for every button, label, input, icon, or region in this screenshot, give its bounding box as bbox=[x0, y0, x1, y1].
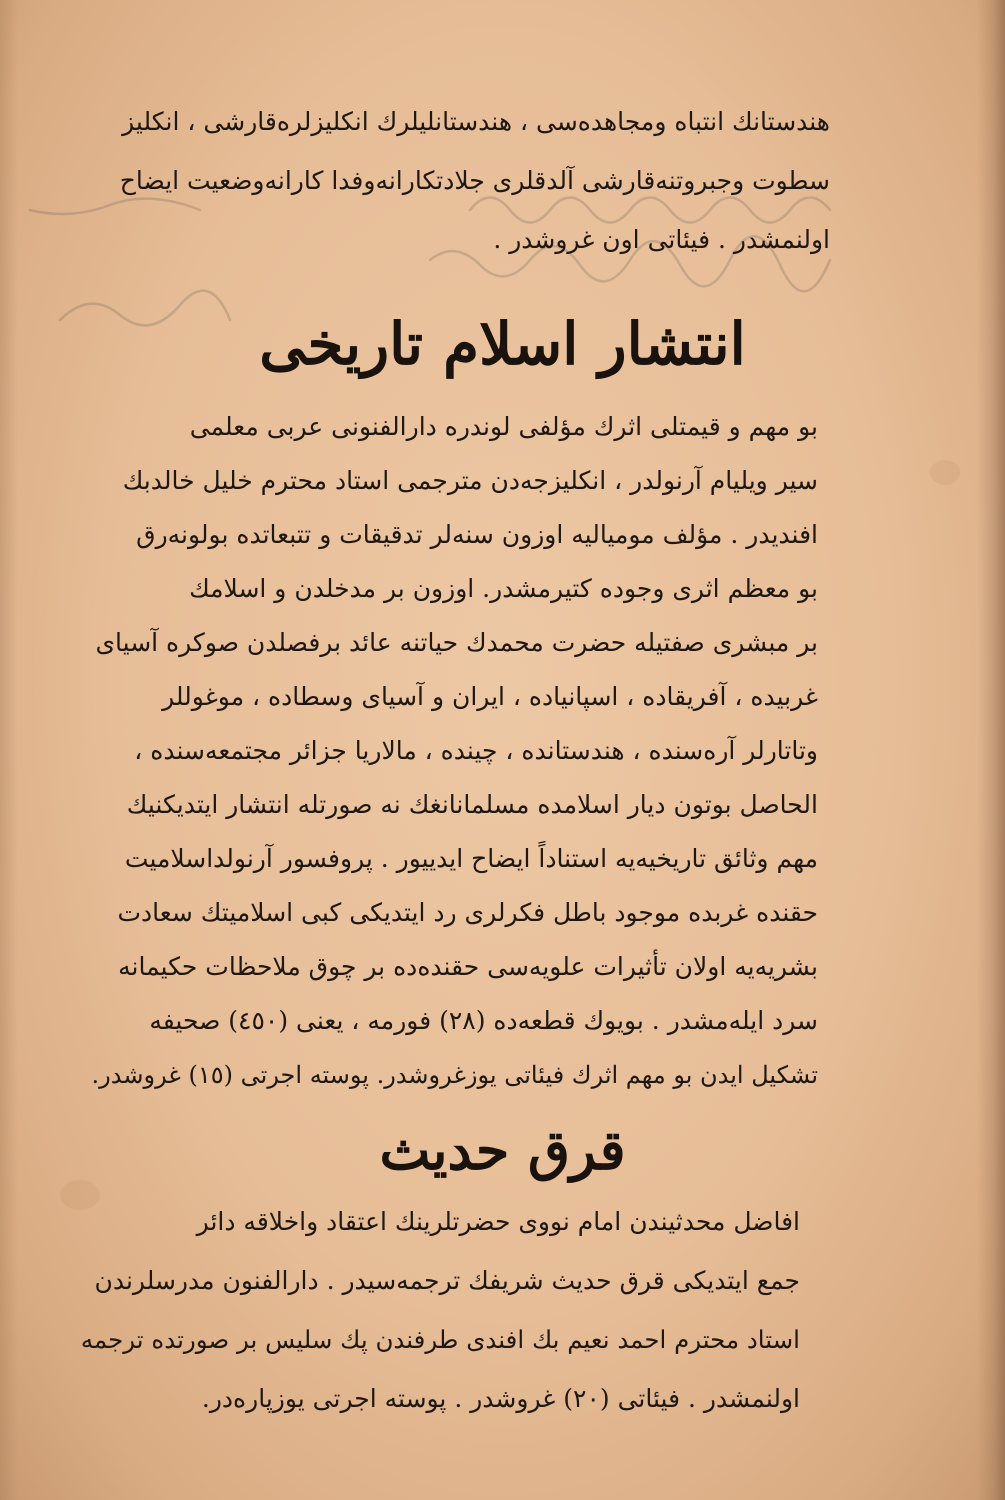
section-title-history-of-islam: انتشار اسلام تاریخی bbox=[259, 310, 746, 378]
body-line: تشكیل ایدن بو مهم اثرك فیئاتی یوزغروشدر. پوستە اجرتی (١٥) غروشدر. bbox=[91, 1061, 818, 1089]
section-body-forty-hadith bbox=[70, 1192, 800, 1428]
intro-line: سطوت وجبروتنەقارشی آلدقلری جلادتكارانەوفدا كارانەوضعیت ایضاح bbox=[119, 166, 830, 195]
intro-line: اولنمشدر . فیئاتی اون غروشدر . bbox=[493, 225, 830, 254]
body-line: بو معظم اثری وجودە كتیرمشدر. اوزون بر مدخلدن و اسلامك bbox=[189, 574, 818, 603]
body-line: افاضل محدثیندن امام نووی حضرتلرینك اعتقاد واخلاقە دائر bbox=[196, 1207, 800, 1236]
body-line: بشریەیە اولان تأثیرات علویەسی حقندەدە بر چوق ملاحظات حكیمانە bbox=[118, 952, 818, 981]
intro-paragraph bbox=[90, 92, 830, 269]
body-line: حقندە غربدە موجود باطل فكرلری رد ایتدیكی كبی اسلامیتك سعادت bbox=[117, 898, 818, 927]
section-title-forty-hadith: قرق حدیث bbox=[379, 1118, 626, 1182]
body-line: استاد محترم احمد نعیم بك افندی طرفندن پك سلیس بر صورتدە ترجمە bbox=[80, 1325, 800, 1354]
paper-stain bbox=[930, 460, 960, 485]
body-line: جمع ایتدیكی قرق حدیث شریفك ترجمەسیدر . دارالفنون مدرسلرندن bbox=[94, 1266, 800, 1295]
body-line: افندیدر . مؤلف مومیالیه اوزون سنەلر تدقیقات و تتبعاتدە بولونەرق bbox=[136, 520, 818, 549]
body-line: مهم وثائق تاریخیەیە استناداً ایضاح ایدییور . پروفسور آرنولداسلامیت bbox=[124, 844, 818, 873]
body-line: بر مبشری صفتیلە حضرت محمدك حیاتنە عائد برفصلدن صوكرە آسیای bbox=[95, 628, 818, 657]
intro-line: هندستانك انتباه ومجاهدەسی ، هندستانلیلرك انكلیزلرەقارشی ، انكلیز bbox=[122, 107, 830, 136]
body-line: الحاصل بوتون دیار اسلامدە مسلمانانغك نە صورتلە انتشار ایتدیكنیك bbox=[126, 790, 818, 819]
body-line: اولنمشدر . فیئاتی (٢٠) غروشدر . پوستە اجرتی یوزپارەدر. bbox=[201, 1384, 800, 1413]
body-line: غربیدە ، آفریقادە ، اسپانیادە ، ایران و آسیای وسطادە ، موغوللر bbox=[162, 682, 818, 711]
section-body-history-of-islam bbox=[78, 400, 818, 1102]
body-line: سیر ویلیام آرنولدر ، انكلیزجەدن مترجمی استاد محترم خلیل خالدبك bbox=[122, 466, 818, 495]
body-line: وتاتارلر آرەسندە ، هندستاندە ، چیندە ، مالاریا جزائر مجتمعەسندە ، bbox=[134, 736, 818, 765]
body-line: بو مهم و قیمتلی اثرك مؤلفی لوندره دارالفنونی عربی معلمی bbox=[189, 412, 818, 441]
body-line: سرد ایلەمشدر . بویوك قطعەدە (٢٨) فورمە ، یعنی (٤٥٠) صحیفە bbox=[149, 1006, 818, 1035]
